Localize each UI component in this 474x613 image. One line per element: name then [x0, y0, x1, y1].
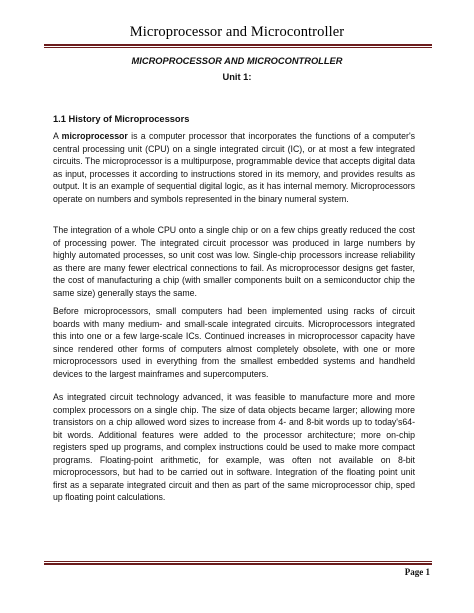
unit-title: Unit 1: [222, 72, 252, 82]
page-number: Page 1 [404, 567, 430, 577]
footer-rule-thin [44, 561, 432, 562]
paragraph-1-term: microprocessor [61, 131, 128, 141]
paragraph-1 [53, 130, 415, 205]
paragraph-1-text: is a computer processor that incorporates the functions of a computer's central processing unit (CPU) on a single integrated circuit (IC), or at most a few integrated circuits. The microprocessor is a multipurpose, programmable device that accepts digital data as input, processes it according to instructions stored in its memory, and provides results as output. It is an example of sequential digital logic, as it has internal memory. Microprocessors operate on numbers and symbols represented in the binary numeral system. [53, 131, 415, 204]
paragraph-4: As integrated circuit technology advanced, it was feasible to manufacture more and more complex processors on a single chip. The size of data objects became larger; allowing more transistors on a chip allowed word sizes to increase from 4- and 8-bit words up to today's64-bit words. Additional features were added to the processor architecture; more on-chip registers sped up programs, and complex instructions could be used to make more compact programs. Floating-point arithmetic, for example, was often not available on 8-bit microprocessors, but had to be carried out in software. Integration of the floating point unit first as a separate integrated circuit and then as part of the same microprocessor chip, sped up floating point calculations. [53, 392, 415, 502]
footer-rule-thick [44, 563, 432, 565]
header-rule-thin [44, 47, 432, 48]
paragraph-2: The integration of a whole CPU onto a single chip or on a few chips greatly reduced the cost of processing power. The integrated circuit processor was produced in large numbers by highly automated processes, so unit cost was low. Single-chip processors increase reliability as there are many fewer electrical connections to fail. As microprocessor designs get faster, the cost of manufacturing a chip (with smaller components built on a semiconductor chip the same size) generally stays the same. [53, 225, 415, 298]
header-rule-thick [44, 44, 432, 46]
paragraph-3: Before microprocessors, small computers had been implemented using racks of circuit boards with many medium- and small-scale integrated circuits. Microprocessors integrated this into one or a few large-scale ICs. Continued increases in microprocessor capacity have since rendered other forms of computers almost completely obsolete, with one or more microprocessors used in everything from the smallest embedded systems and handheld devices to the largest mainframes and supercomputers. [53, 306, 415, 379]
paragraph-1-lead: A [53, 131, 62, 141]
document-title: MICROPROCESSOR AND MICROCONTROLLER [131, 56, 343, 66]
section-heading: 1.1 History of Microprocessors [53, 114, 190, 124]
running-header-title: Microprocessor and Microcontroller [129, 24, 345, 40]
